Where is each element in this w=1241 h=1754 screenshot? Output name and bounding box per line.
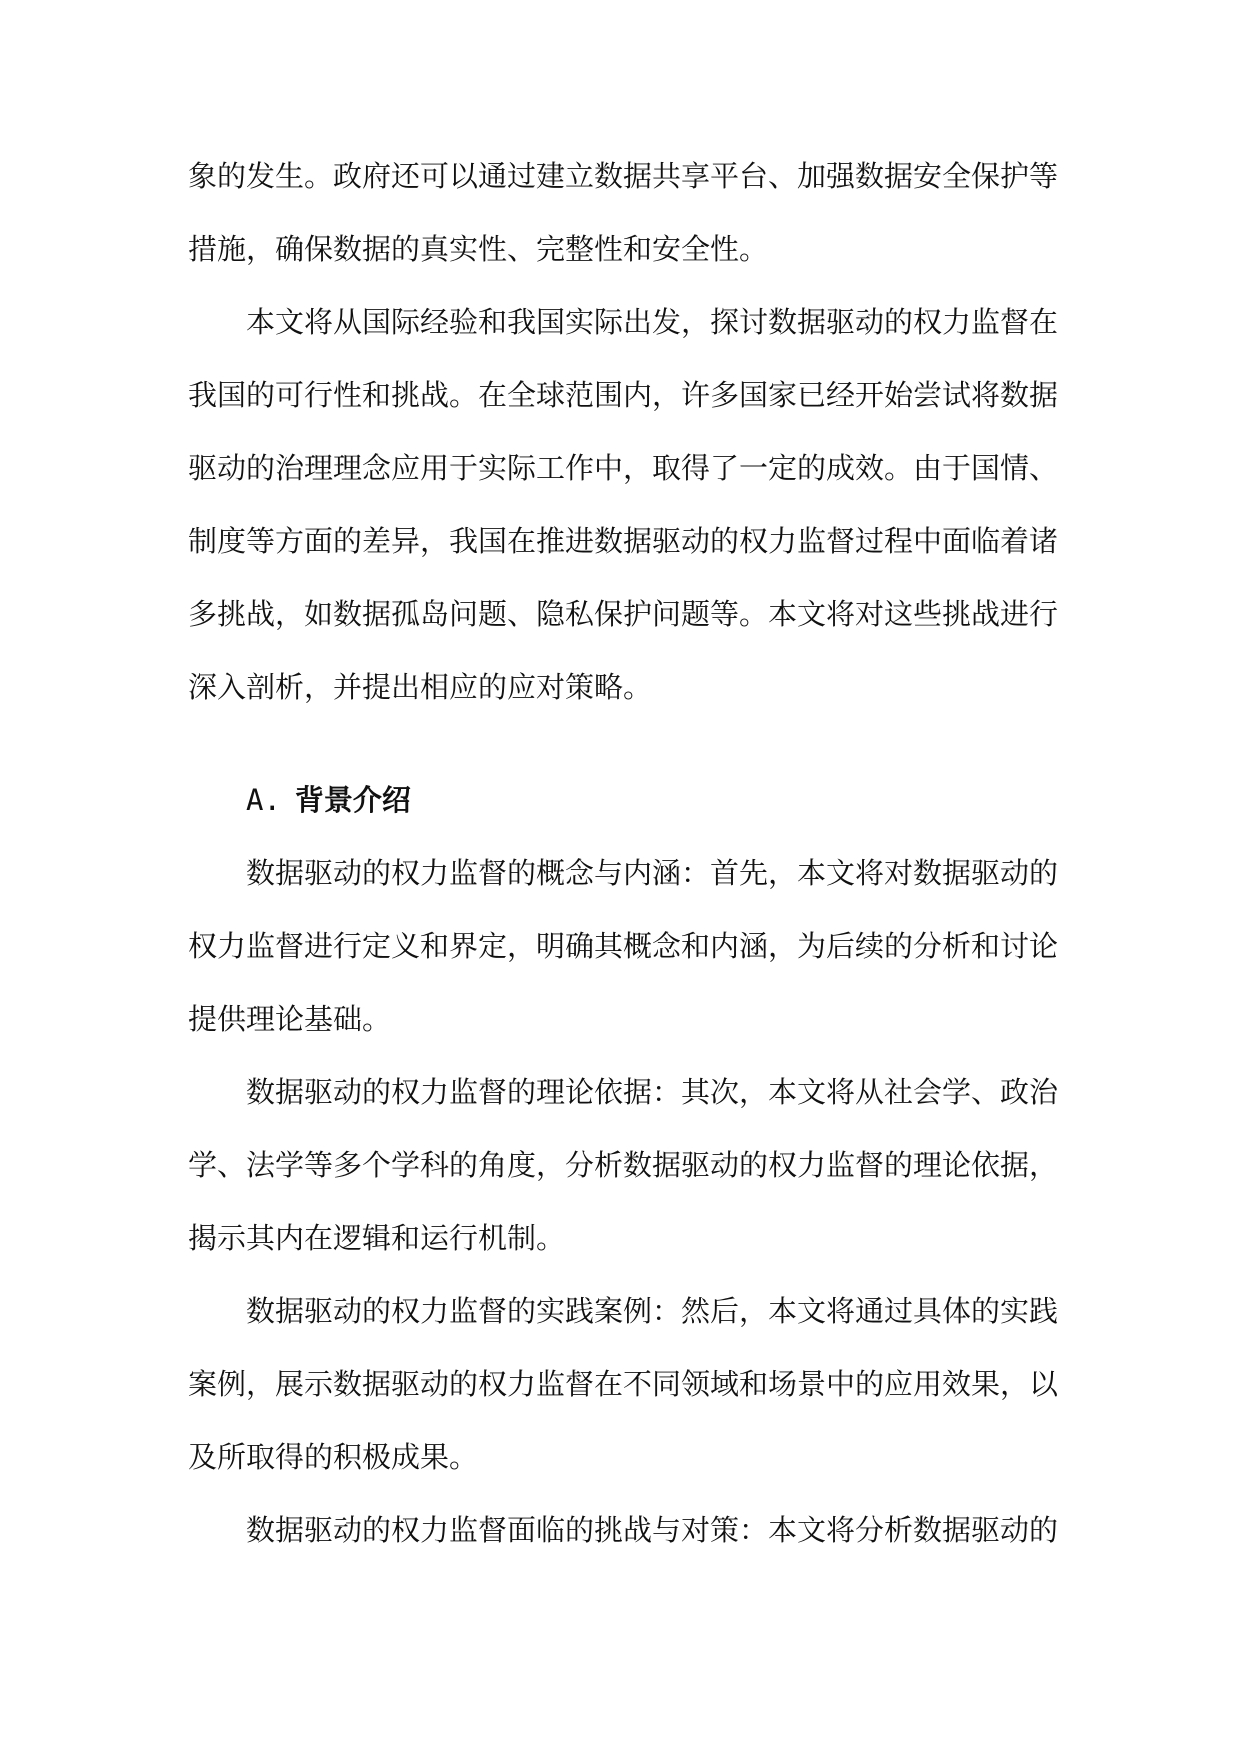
paragraph xyxy=(188,837,1059,1056)
text-line: 深入剖析，并提出相应的应对策略。 xyxy=(188,670,653,704)
text-line: 措施，确保数据的真实性、完整性和安全性。 xyxy=(188,232,769,266)
text-line: 多挑战，如数据孤岛问题、隐私保护问题等。本文将对这些挑战进行 xyxy=(188,597,1059,631)
text-line: 数据驱动的权力监督的理论依据：其次，本文将从社会学、政治 xyxy=(246,1075,1059,1109)
document-body xyxy=(188,140,1059,1567)
text-line: 数据驱动的权力监督面临的挑战与对策：本文将分析数据驱动的 xyxy=(246,1513,1059,1547)
text-line: 案例，展示数据驱动的权力监督在不同领域和场景中的应用效果，以 xyxy=(188,1367,1059,1401)
text-line: 揭示其内在逻辑和运行机制。 xyxy=(188,1221,566,1255)
paragraph xyxy=(188,140,1059,286)
section-title: 背景介绍 xyxy=(294,783,411,817)
text-line: 及所取得的积极成果。 xyxy=(188,1440,479,1474)
paragraph xyxy=(188,1275,1059,1494)
text-line: 象的发生。政府还可以通过建立数据共享平台、加强数据安全保护等 xyxy=(188,159,1059,193)
paragraph xyxy=(188,286,1059,724)
text-line: 本文将从国际经验和我国实际出发，探讨数据驱动的权力监督在 xyxy=(246,305,1059,339)
paragraph xyxy=(188,1494,1059,1567)
text-line: 制度等方面的差异，我国在推进数据驱动的权力监督过程中面临着诸 xyxy=(188,524,1059,558)
text-line: 权力监督进行定义和界定，明确其概念和内涵，为后续的分析和讨论 xyxy=(188,929,1059,963)
text-line: 我国的可行性和挑战。在全球范围内，许多国家已经开始尝试将数据 xyxy=(188,378,1059,412)
text-line: 驱动的治理理念应用于实际工作中，取得了一定的成效。由于国情、 xyxy=(188,451,1059,485)
paragraph xyxy=(188,1056,1059,1275)
section-marker: A. xyxy=(246,783,281,817)
text-line: 数据驱动的权力监督的概念与内涵：首先，本文将对数据驱动的 xyxy=(246,856,1059,890)
section-heading xyxy=(188,764,1056,837)
text-line: 学、法学等多个学科的角度，分析数据驱动的权力监督的理论依据， xyxy=(188,1148,1059,1182)
text-line: 提供理论基础。 xyxy=(188,1002,392,1036)
text-line: 数据驱动的权力监督的实践案例：然后，本文将通过具体的实践 xyxy=(246,1294,1059,1328)
